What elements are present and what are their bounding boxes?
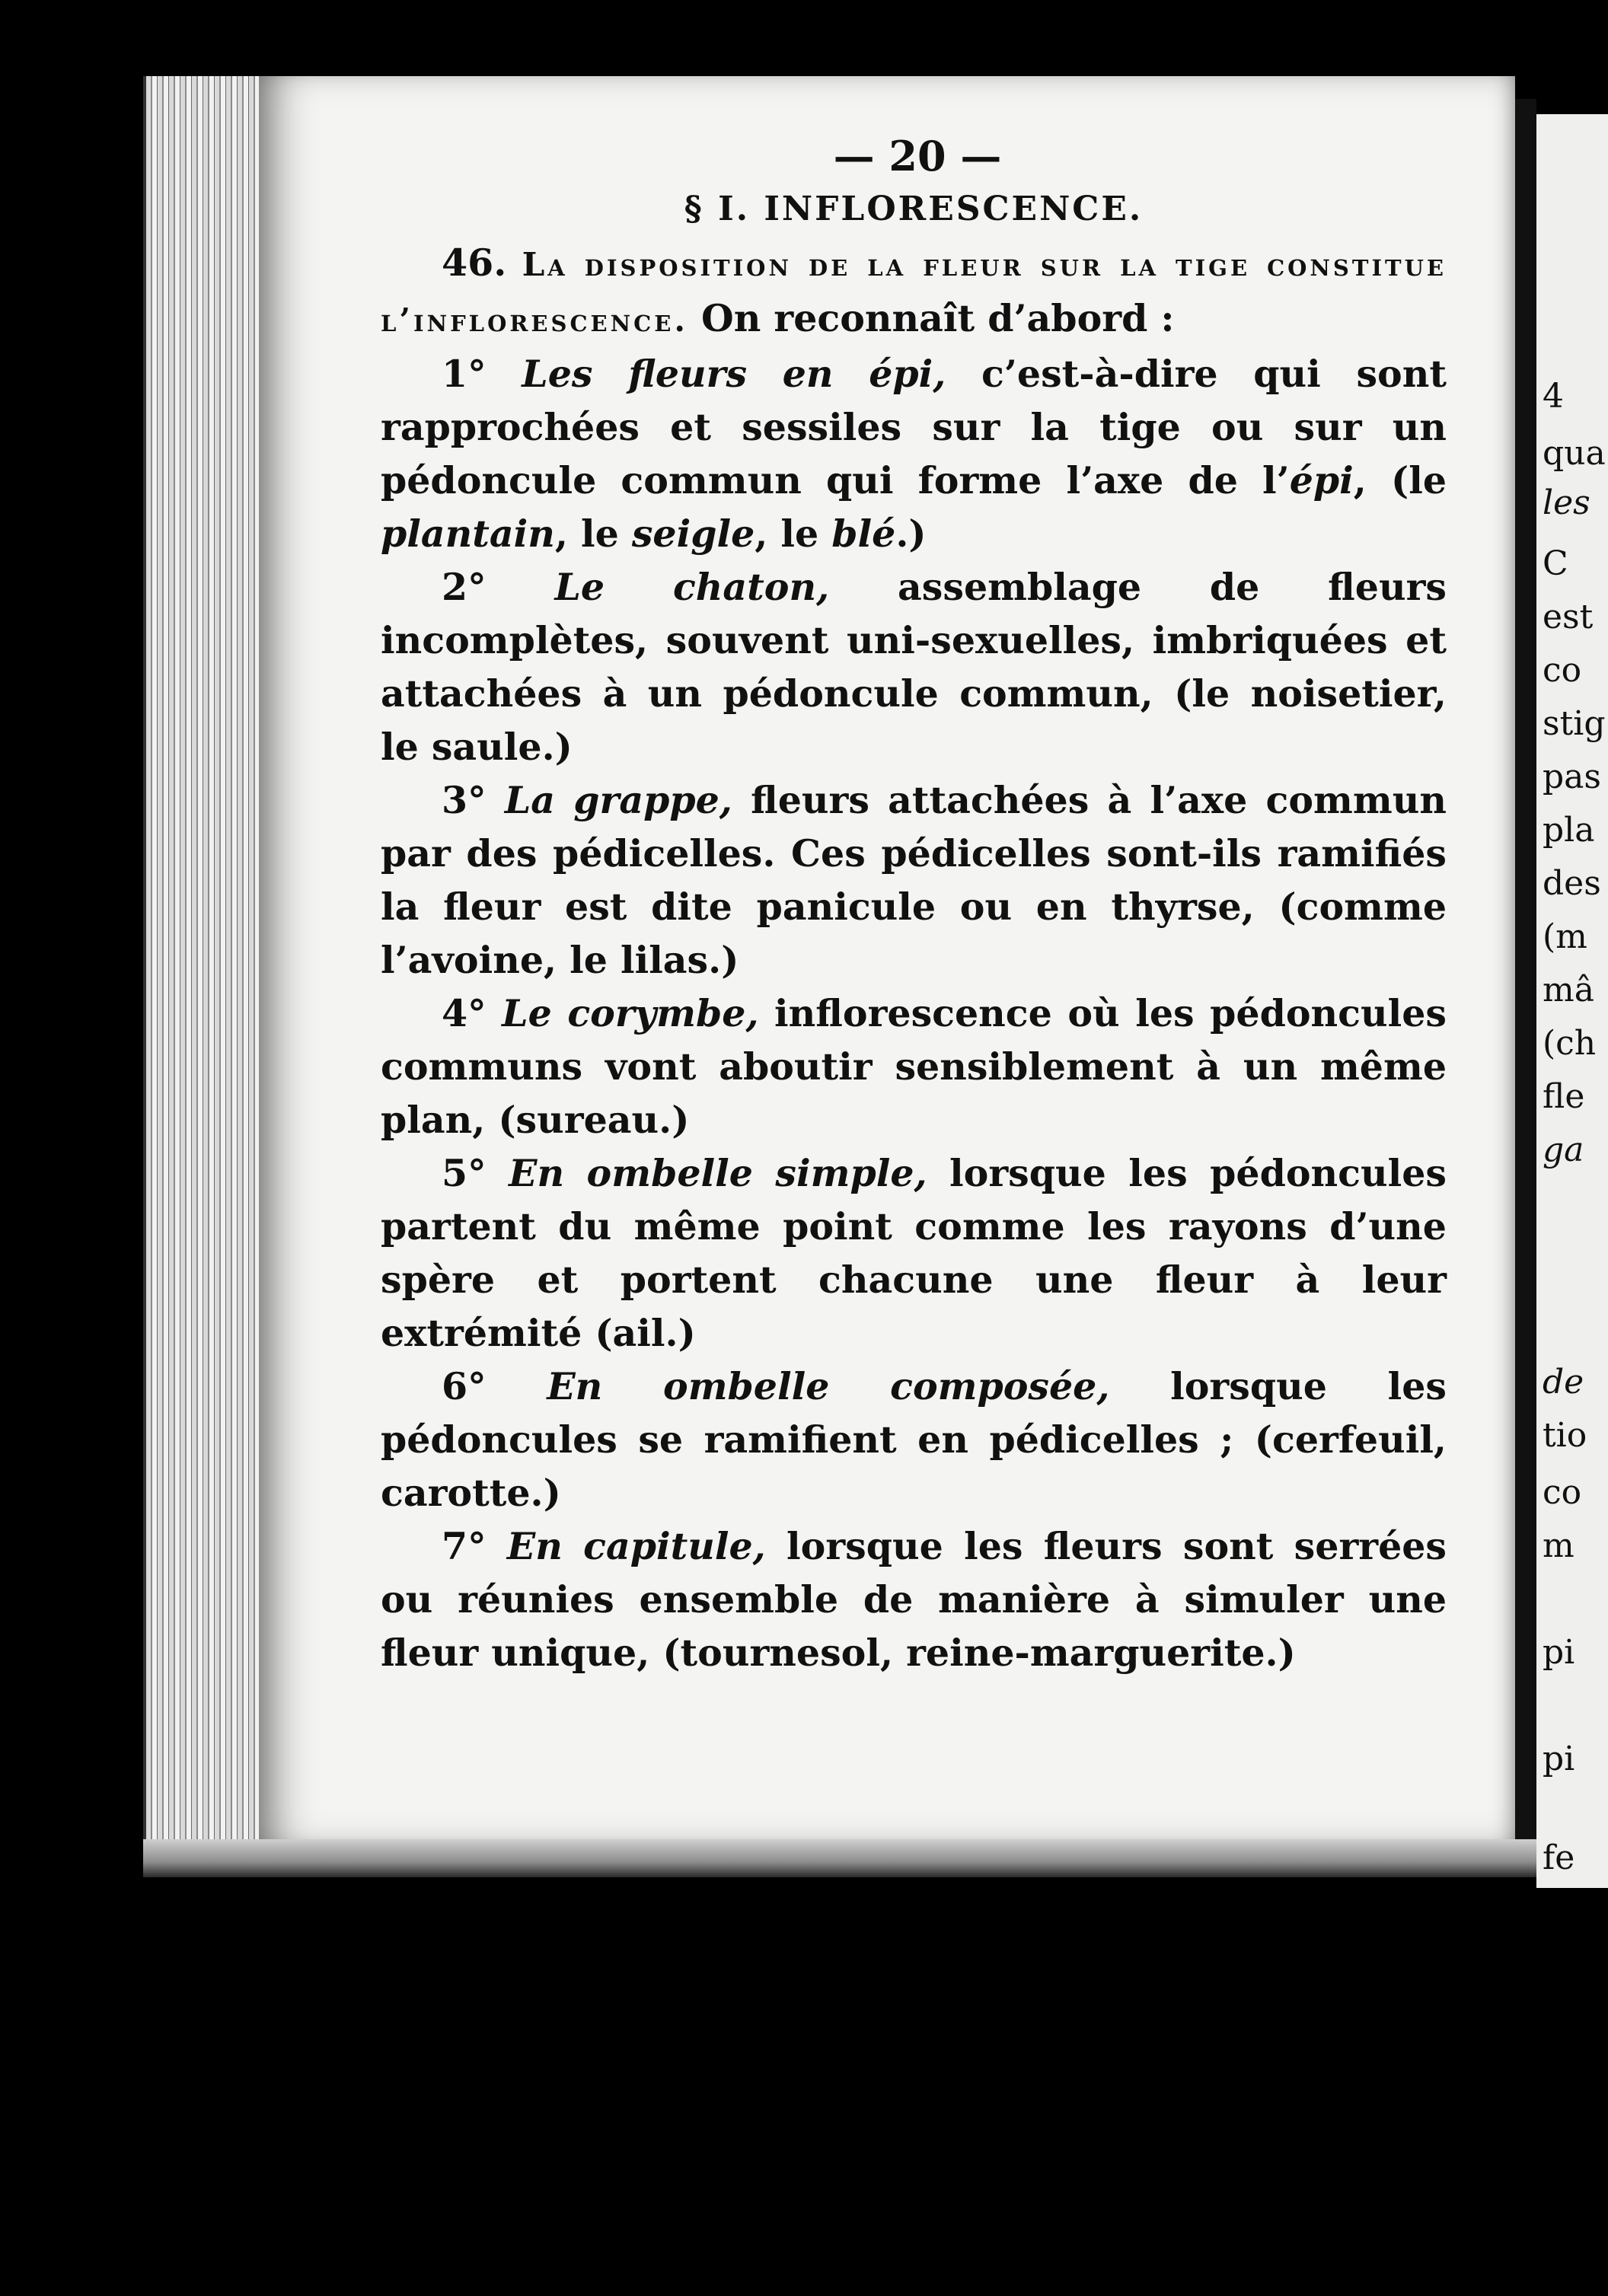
item-text: fleurs attachées à l’axe commun par des pédicelles. Ces pédicelles sont-ils ramifiés la fleur est dite panicule ou en thyrse, (comme l’avoine, le lilas.) — [381, 778, 1447, 982]
paragraph-rest: On reconnaît d’abord : — [701, 296, 1175, 340]
fragment: C — [1543, 544, 1568, 583]
item-term: En ombelle simple, — [509, 1151, 927, 1195]
item-text: inflorescence où les pédoncules communs vont aboutir sensiblement à un même plan, (sureau.) — [381, 991, 1447, 1142]
fragment: pla — [1543, 811, 1595, 850]
fragment: 4 — [1543, 377, 1564, 416]
item-text: lorsque les pédoncules partent du même point comme les rayons d’une spère et portent chacune une fleur à leur extrémité (ail.) — [381, 1151, 1447, 1355]
fragment: co — [1543, 651, 1582, 690]
fragment: tio — [1543, 1416, 1587, 1455]
paragraph-lead: La disposition de la fleur sur la tige constitue l’inflorescence. — [381, 246, 1447, 339]
fragment: ga — [1543, 1130, 1584, 1169]
list-item — [381, 560, 1447, 773]
fragment: mâ — [1543, 971, 1594, 1009]
item-text: lorsque les pédoncules se ramifient en pédicelles ; (cerfeuil, carotte.) — [381, 1364, 1447, 1515]
item-term: Le chaton, — [554, 565, 830, 609]
fragment: fle — [1543, 1077, 1585, 1116]
fragment: qua — [1543, 434, 1606, 473]
book-gutter — [1515, 99, 1536, 1873]
fragment: (ch — [1543, 1024, 1597, 1063]
item-term: La grappe, — [504, 778, 732, 822]
fragment: pi — [1543, 1740, 1575, 1778]
item-term: En ombelle composée, — [547, 1364, 1110, 1408]
item-number: 1° — [442, 352, 487, 396]
item-number: 3° — [442, 778, 487, 822]
item-text: assemblage de fleurs incomplètes, souvent uni-sexuelles, imbriquées et attachées à un pédoncule commun, (le noisetier, le saule.) — [381, 565, 1447, 769]
facing-page-fragment — [1536, 114, 1608, 1888]
item-text: , le — [554, 512, 632, 556]
list-item — [381, 1360, 1447, 1520]
item-number: 4° — [442, 991, 487, 1035]
fragment: est — [1543, 598, 1594, 636]
item-number: 6° — [442, 1364, 487, 1408]
page-stack-edge — [143, 76, 276, 1842]
fragment: (m — [1543, 917, 1587, 956]
fragment: co — [1543, 1473, 1582, 1512]
item-term: épi — [1289, 458, 1354, 502]
paragraph-46 — [381, 236, 1447, 347]
page-bottom-edge — [143, 1839, 1536, 1877]
fragment: stig — [1543, 704, 1606, 743]
item-term: En capitule, — [506, 1524, 766, 1568]
list-item — [381, 773, 1447, 987]
fragment: pas — [1543, 757, 1601, 796]
item-term: Le corymbe, — [502, 991, 759, 1035]
fragment: fe — [1543, 1838, 1575, 1877]
fragment: les — [1543, 483, 1590, 522]
page-number: — 20 — — [833, 132, 1002, 180]
list-item — [381, 1146, 1447, 1360]
item-number: 2° — [442, 565, 487, 609]
example-term: blé — [831, 512, 896, 556]
section-heading: § I. INFLORESCENCE. — [684, 190, 1144, 228]
example-term: seigle — [631, 512, 755, 556]
list-item — [381, 347, 1447, 560]
list-item — [381, 1520, 1447, 1679]
item-text: , (le — [1353, 458, 1447, 502]
item-text: .) — [895, 512, 927, 556]
paragraph-number: 46. — [442, 241, 507, 285]
fragment: de — [1543, 1363, 1584, 1402]
fragment: des — [1543, 864, 1601, 903]
item-text: c’est-à-dire qui sont rapprochées et sessiles sur la tige ou sur un pédoncule commun qui forme l’axe de l’ — [381, 352, 1447, 502]
item-number: 5° — [442, 1151, 487, 1195]
page-text — [381, 129, 1447, 1679]
fragment: m — [1543, 1526, 1574, 1565]
list-item — [381, 987, 1447, 1146]
item-number: 7° — [442, 1524, 487, 1568]
fragment: pi — [1543, 1633, 1575, 1672]
item-term: Les fleurs en épi, — [522, 352, 946, 396]
item-text: , le — [755, 512, 832, 556]
example-term: plantain — [381, 512, 555, 556]
item-text: lorsque les fleurs sont serrées ou réunies ensemble de manière à simuler une fleur unique, (tournesol, reine-marguerite.) — [381, 1524, 1447, 1675]
